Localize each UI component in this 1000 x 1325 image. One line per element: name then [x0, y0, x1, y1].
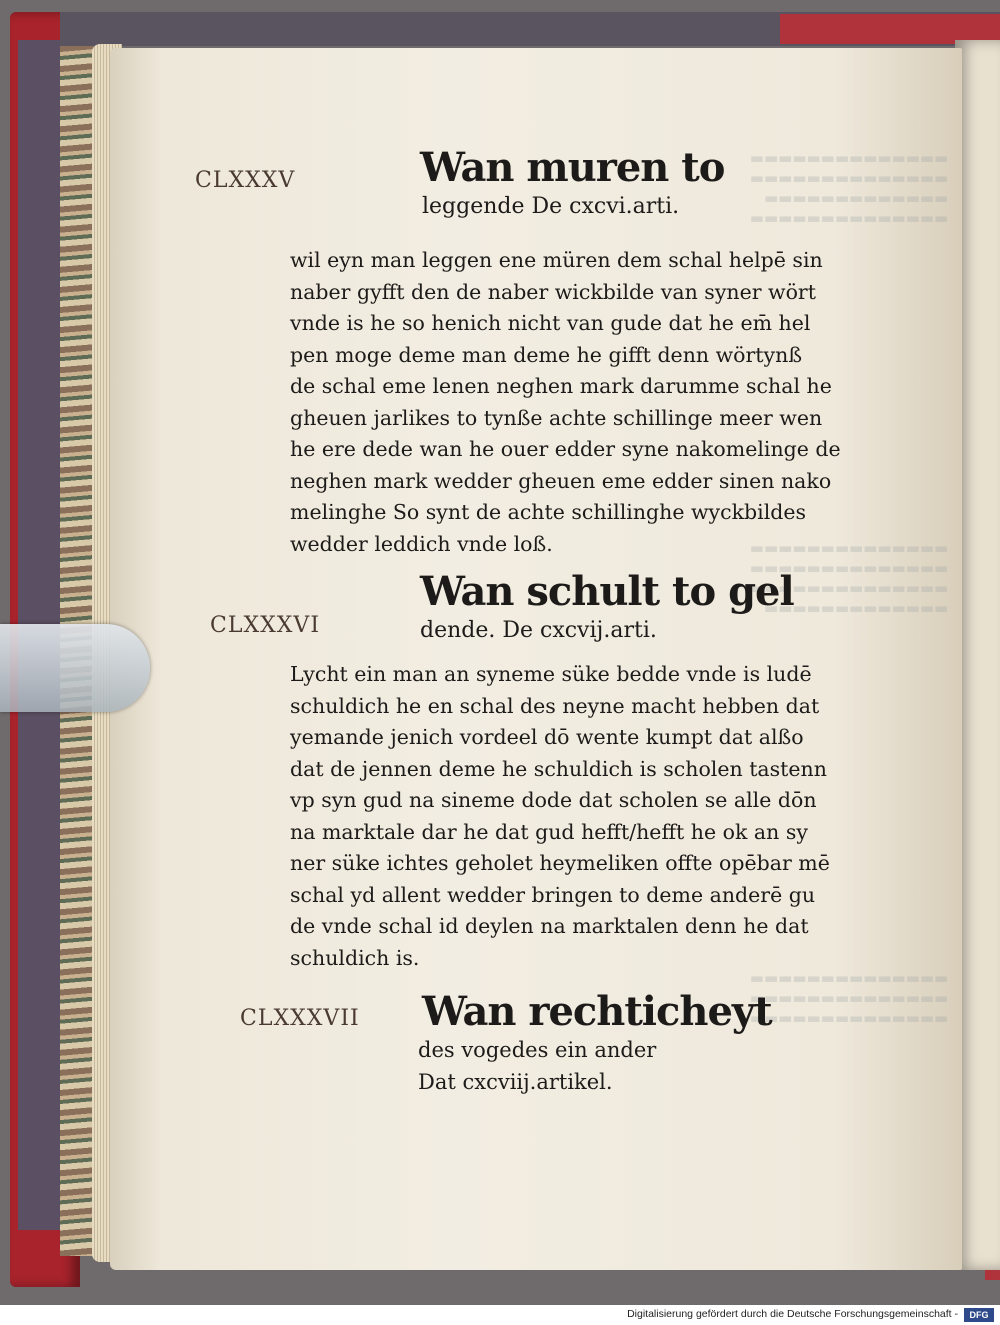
text-line: Lycht ein man an syneme süke bedde vnde is ludē: [290, 662, 812, 686]
article-number: CLXXXVII: [240, 1006, 360, 1031]
text-line: wedder leddich vnde loß.: [290, 531, 553, 556]
text-line: he ere dede wan he ouer edder syne nakomelinge de: [290, 437, 841, 461]
show-through-text: ▬▬▬▬▬▬▬▬▬▬▬▬▬▬ ▬▬▬▬▬▬▬▬▬▬▬▬▬▬ ▬▬▬▬▬▬▬▬▬▬▬▬▬ ▬▬▬▬▬▬▬▬▬▬▬▬▬▬: [750, 149, 949, 227]
page-clip: [0, 624, 150, 712]
text-line: neghen mark wedder gheuen eme edder sinen nako: [290, 468, 832, 493]
text-line: de vnde schal id deylen na marktalen denn he dat: [290, 914, 809, 938]
text-line: naber gyfft den de naber wickbilde van syner wört: [290, 279, 816, 304]
article-number: CLXXXVI: [210, 613, 321, 638]
text-line: de schal eme lenen neghen mark darumme schal he: [290, 374, 832, 398]
text-line: pen moge deme man deme he gifft denn wörtynß: [290, 342, 803, 367]
text-line: dat de jennen deme he schuldich is scholen tastenn: [290, 756, 827, 781]
article-number: CLXXXV: [195, 168, 296, 193]
article-text: [290, 245, 841, 560]
text-line: melinghe So synt de achte schillinghe wyckbildes: [290, 500, 807, 524]
text-line: schal yd allent wedder bringen to deme anderē gu: [290, 882, 816, 907]
text-line: na marktale dar he dat gud hefft/hefft he ok an sy: [290, 819, 808, 844]
article-subheading: des vogedes ein ander: [418, 1038, 657, 1062]
funding-credit: Digitalisierung gefördert durch die Deutsche Forschungsgemeinschaft -: [627, 1308, 958, 1320]
footer-bar: [0, 1305, 1000, 1325]
text-line: schuldich is.: [290, 945, 420, 970]
show-through-text-3: ▬▬▬▬▬▬▬▬▬▬▬▬▬▬ ▬▬▬▬▬▬▬▬▬▬▬▬▬▬ ▬▬▬▬▬▬▬▬▬▬▬▬▬▬: [750, 969, 949, 1027]
text-line: yemande jenich vordeel dō wente kumpt dat alßo: [290, 725, 804, 749]
article-heading: Wan rechticheyt: [422, 988, 772, 1035]
show-through-text-2: ▬▬▬▬▬▬▬▬▬▬▬▬▬▬ ▬▬▬▬▬▬▬▬▬▬▬▬▬▬ ▬▬▬▬▬▬▬▬▬▬▬▬▬▬ ▬▬▬▬▬▬▬▬▬▬▬▬▬: [750, 539, 949, 617]
article-text: [290, 659, 830, 974]
article-heading: Wan schult to gel: [420, 568, 794, 615]
article-subheading: Dat cxcviij.artikel.: [418, 1070, 613, 1094]
article-subheading: leggende De cxcvi.arti.: [422, 194, 680, 219]
text-line: ner süke ichtes geholet heymeliken offte opēbar mē: [290, 851, 830, 875]
printed-page: [110, 48, 962, 1270]
text-line: vp syn gud na sineme dode dat scholen se alle dōn: [290, 788, 817, 812]
text-line: schuldich he en schal des neyne macht hebben dat: [290, 693, 820, 718]
text-line: gheuen jarlikes to tynße achte schillinge meer wen: [290, 405, 823, 430]
text-line: wil eyn man leggen ene müren dem schal helpē sin: [290, 248, 823, 272]
article-heading: Wan muren to: [420, 144, 725, 191]
dfg-logo: DFG: [964, 1308, 994, 1322]
article-subheading: dende. De cxcvij.arti.: [420, 618, 657, 643]
text-line: vnde is he so henich nicht van gude dat he em̄ hel: [290, 311, 811, 335]
